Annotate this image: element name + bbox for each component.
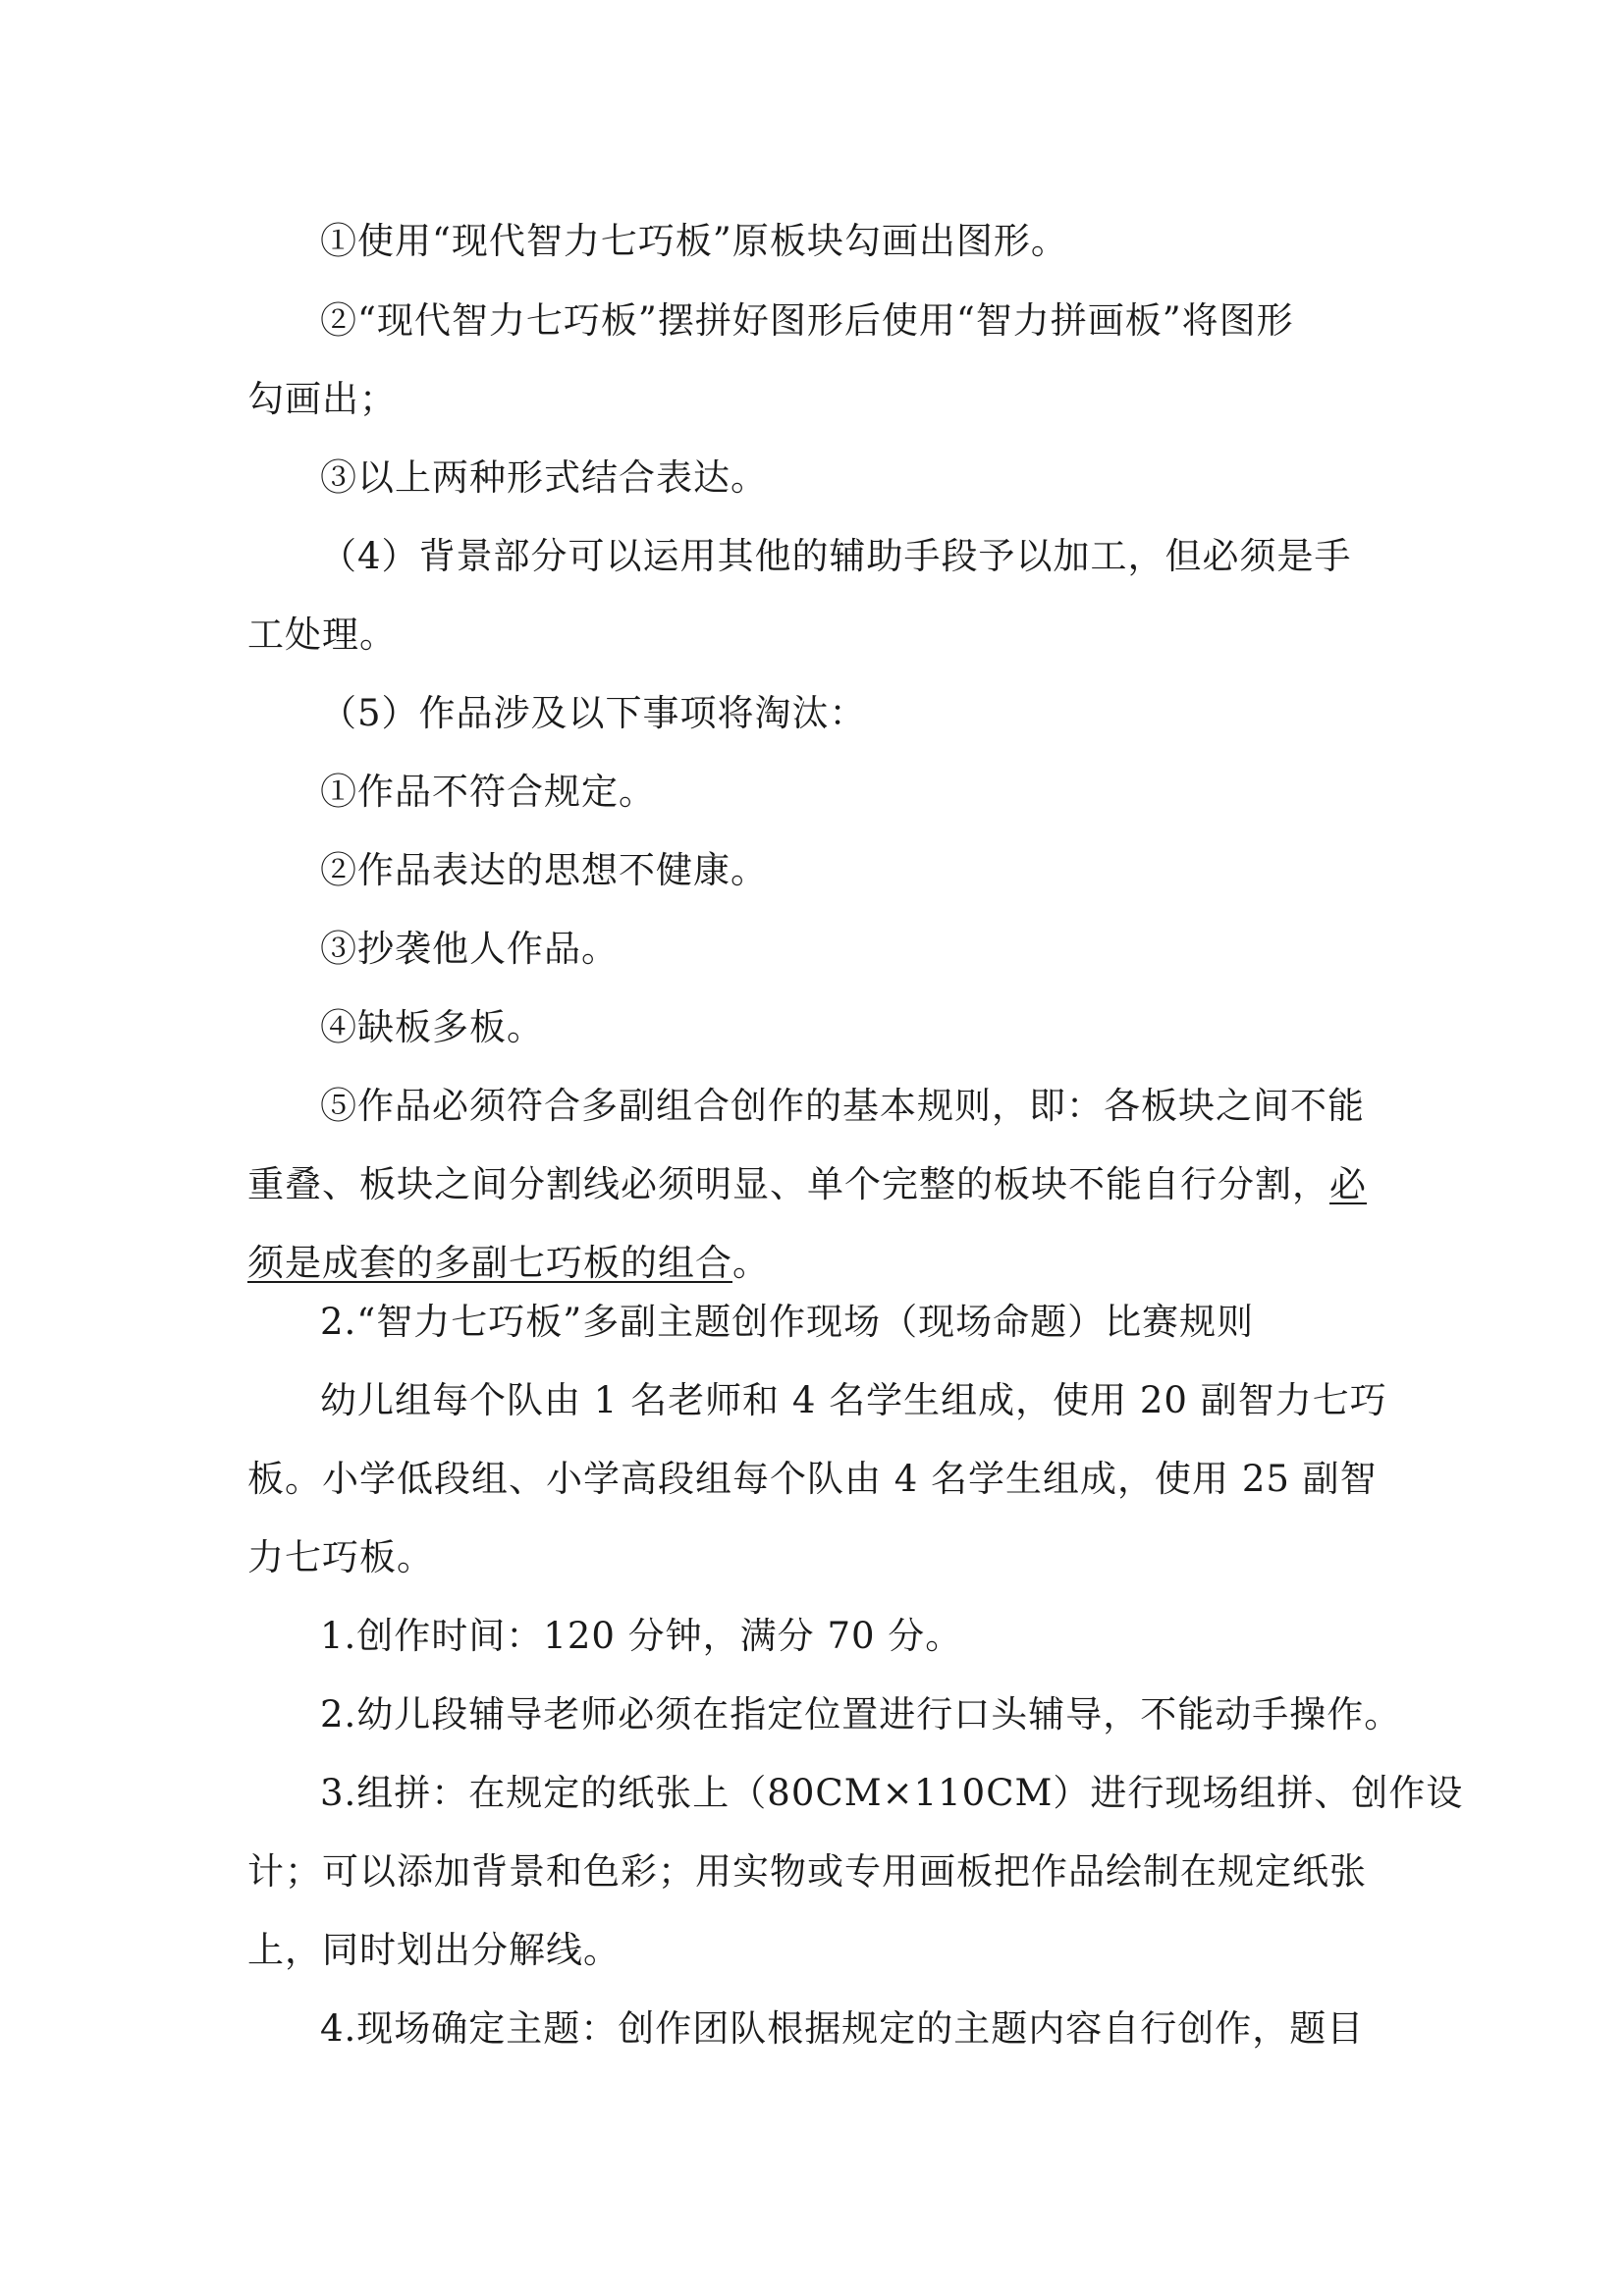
text-segment: 重叠、板块之间分割线必须明显、单个完整的板块不能自行分割， [247, 1163, 1329, 1205]
text-segment: 。 [732, 1242, 770, 1284]
text-line: ⑤作品必须符合多副组合创作的基本规则，即：各板块之间不能 [320, 1085, 1365, 1127]
text-line: ②“现代智力七巧板”摆拼好图形后使用“智力拼画板”将图形 [320, 299, 1294, 342]
text-line: 力七巧板。 [247, 1536, 434, 1578]
text-line: （5）作品涉及以下事项将淘汰： [320, 692, 867, 734]
text-line: （4）背景部分可以运用其他的辅助手段予以加工，但必须是手 [320, 535, 1352, 577]
text-line: ③抄袭他人作品。 [320, 928, 619, 970]
text-line: 2.幼儿段辅导老师必须在指定位置进行口头辅导，不能动手操作。 [320, 1693, 1402, 1735]
text-line: 上，同时划出分解线。 [247, 1929, 621, 1971]
text-line: 工处理。 [247, 614, 397, 656]
text-line: ①作品不符合规定。 [320, 771, 656, 813]
section-heading: 2.“智力七巧板”多副主题创作现场（现场命题）比赛规则 [320, 1301, 1255, 1343]
text-line: 计；可以添加背景和色彩；用实物或专用画板把作品绘制在规定纸张 [247, 1850, 1367, 1893]
text-line [247, 1242, 770, 1285]
underlined-text: 必 [1329, 1163, 1367, 1205]
text-line: ④缺板多板。 [320, 1006, 544, 1048]
text-line: ①使用“现代智力七巧板”原板块勾画出图形。 [320, 220, 1068, 262]
text-line: 3.组拼：在规定的纸张上（80CM×110CM）进行现场组拼、创作设 [320, 1772, 1464, 1814]
underlined-text: 须是成套的多副七巧板的组合 [247, 1242, 732, 1284]
text-line: ②作品表达的思想不健康。 [320, 849, 768, 891]
text-line: 幼儿组每个队由 1 名老师和 4 名学生组成，使用 20 副智力七巧 [320, 1379, 1387, 1421]
text-line: 1.创作时间：120 分钟，满分 70 分。 [320, 1615, 963, 1657]
text-line: 4.现场确定主题：创作团队根据规定的主题内容自行创作，题目 [320, 2007, 1365, 2050]
text-line: 勾画出； [247, 378, 397, 420]
text-line: 板。小学低段组、小学高段组每个队由 4 名学生组成，使用 25 副智 [247, 1458, 1378, 1500]
text-line [247, 1163, 1367, 1206]
text-line: ③以上两种形式结合表达。 [320, 456, 768, 499]
